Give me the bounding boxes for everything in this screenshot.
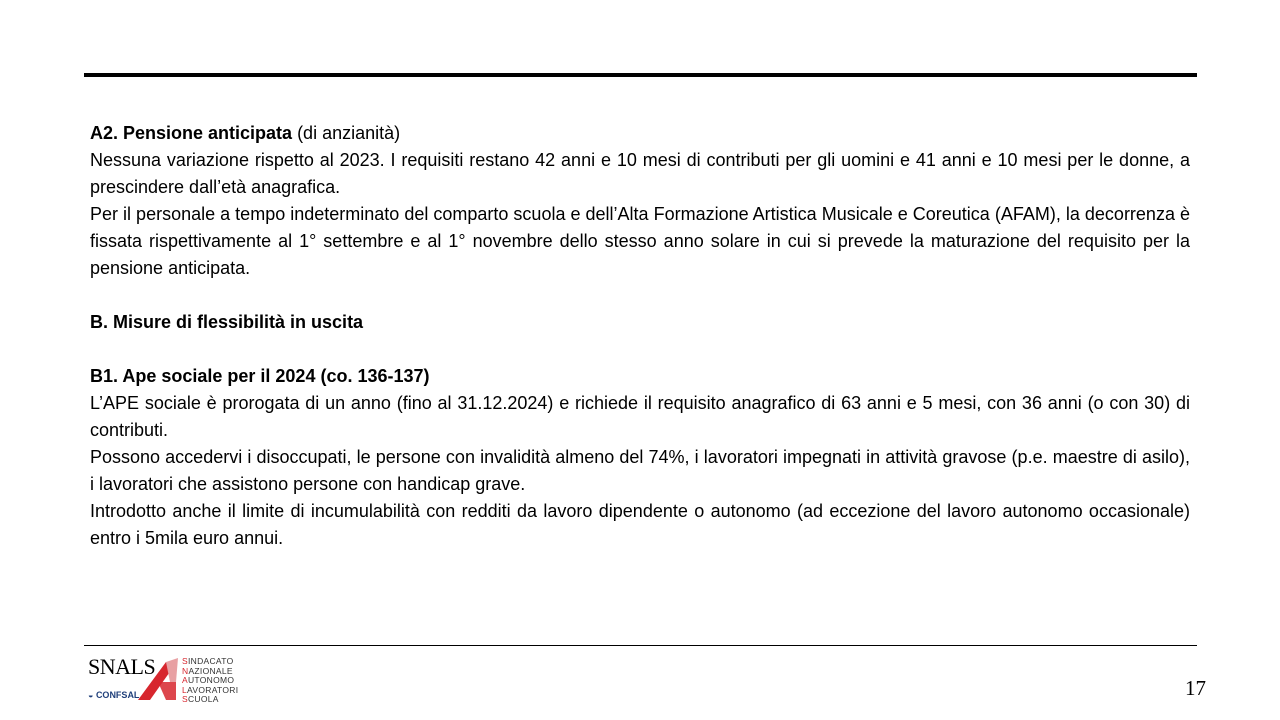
b1-paragraph-3: Introdotto anche il limite di incumulabilità con redditi da lavoro dipendente o autonomo (ad eccezione del lavoro autonomo occasionale) entro i 5mila euro annui. (90, 501, 1190, 548)
page-number: 17 (1185, 676, 1206, 700)
snals-logo (86, 654, 246, 708)
logo-mark-icon (136, 656, 180, 704)
b1-paragraph-1: L’APE sociale è prorogata di un anno (fino al 31.12.2024) e richiede il requisito anagrafico di 63 anni e 5 mesi, con 36 anni (o con 30) di contributi. (90, 393, 1190, 440)
a2-title-suffix: (di anzianità) (292, 123, 401, 143)
a2-paragraph-2: Per il personale a tempo indeterminato del comparto scuola e dell’Alta Formazione Artistica Musicale e Coreutica (AFAM), la decorrenza è fissata rispettivamente al 1° settembre e al 1° novembre dello stesso anno solare in cui si prevede la maturazione del requisito per la pensione anticipata. (90, 204, 1190, 278)
logo-word: NAZIONALE (182, 665, 233, 676)
logo-word: LAVORATORI (182, 684, 239, 695)
top-divider (84, 73, 1197, 77)
logo-word: AUTONOMO (182, 675, 235, 685)
a2-title: A2. Pensione anticipata (90, 123, 293, 143)
logo-words (182, 657, 238, 705)
a2-heading (90, 120, 1190, 147)
b1-heading: B1. Ape sociale per il 2024 (co. 136-137) (90, 366, 430, 386)
slide-body (90, 120, 1190, 552)
a2-paragraph-1: Nessuna variazione rispetto al 2023. I requisiti restano 42 anni e 10 mesi di contributi per gli uomini e 41 anni e 10 mesi per le donne, a prescindere dall’età anagrafica. (90, 150, 1190, 197)
logo-snals-text: SNALS (88, 654, 156, 679)
b-heading: B. Misure di flessibilità in uscita (90, 312, 364, 332)
logo-word: SINDACATO (182, 656, 234, 666)
logo-word: SCUOLA (182, 694, 219, 704)
logo-confsal-text: ◒ CONFSAL (88, 690, 140, 700)
bottom-divider (84, 645, 1197, 646)
b1-paragraph-2: Possono accedervi i disoccupati, le persone con invalidità almeno del 74%, i lavoratori impegnati in attività gravose (p.e. maestre di asilo), i lavoratori che assistono persone con handicap grave. (90, 447, 1190, 494)
